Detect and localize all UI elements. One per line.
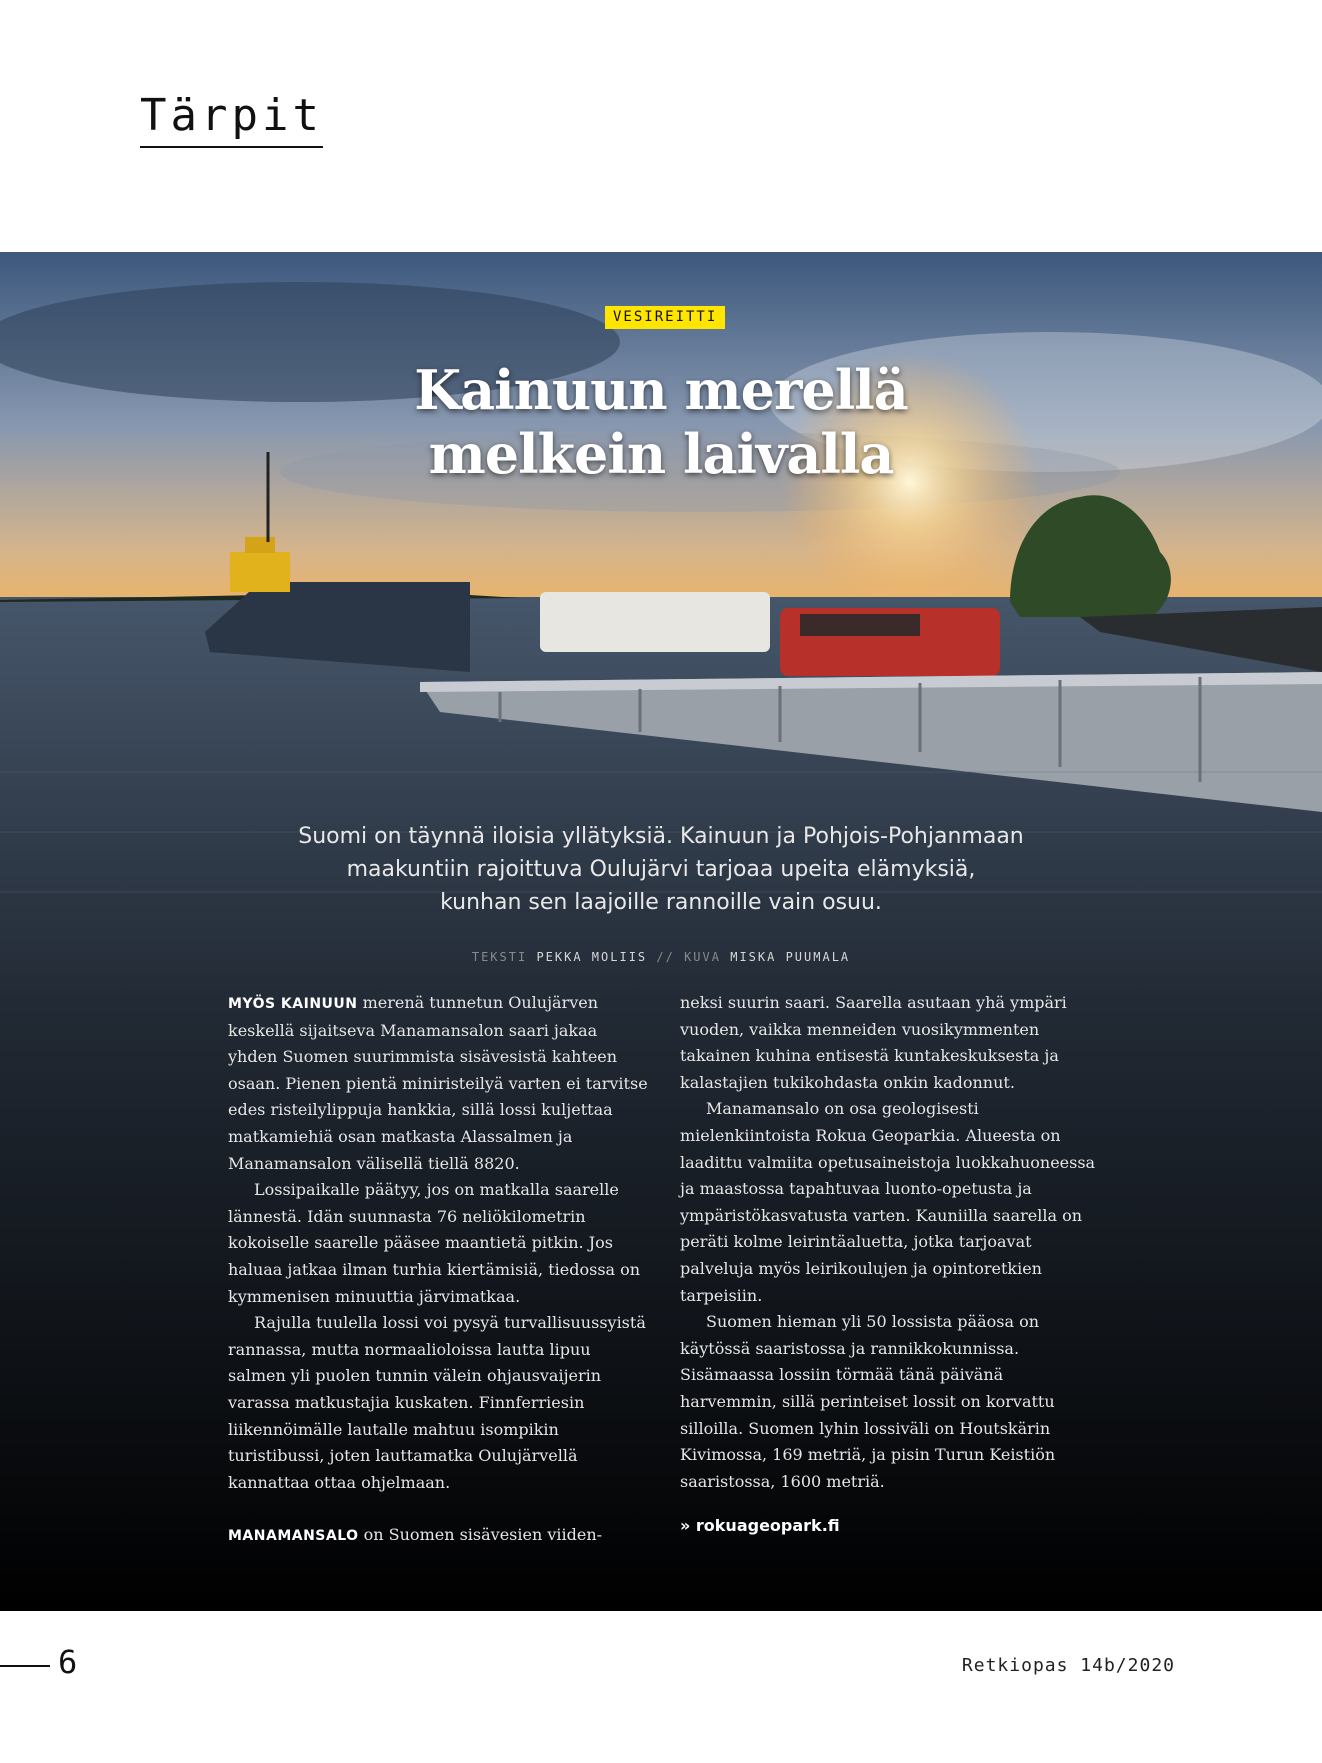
issue-label: Retkiopas 14b/2020 (961, 1655, 1175, 1676)
body-paragraph (228, 1522, 648, 1550)
body-paragraph: Rajulla tuulella lossi voi pysyä turvallisuussyistä rannassa, mutta normaalioloissa lautta lipuu salmen yli puolen tunnin välein ohjausvaijerin varassa matkustajia kuskaten. Finnferriesin liikennöimälle lautalle mahtuu isompikin turistibussi, joten lauttamatka Oulujärvellä kannattaa ottaa ohjelmaan. (228, 1313, 646, 1492)
paragraph-lead-in: MYÖS KAINUUN (228, 996, 358, 1012)
byline (0, 950, 1322, 964)
caravan (540, 592, 770, 652)
body-paragraph: Manamansalo on osa geologisesti mielenkiintoista Rokua Geoparkia. Alueesta on laadittu valmiita opetusaineistoja luokkahuoneessa ja maastossa tapahtuvaa luonto-opetusta ja ympäristökasvatusta varten. Kauniilla saarella on peräti kolme leirintäaluetta, jotka tarjoavat palveluja myös leirikoulujen ja opintoretkien tarpeisiin. (680, 1099, 1096, 1305)
byline-photographer: MISKA PUUMALA (730, 950, 851, 964)
body-column-left (228, 990, 648, 1550)
ferry-cabin (230, 552, 290, 592)
lead-line-3: kunhan sen laajoille rannoille vain osuu. (440, 890, 882, 915)
body-paragraph: Suomen hieman yli 50 lossista pääosa on käytössä saaristossa ja rannikkokunnissa. Sisämaassa lossiin törmää tänä päivänä harvemmin, sillä perinteiset lossit on korvattu silloilla. Suomen lyhin lossiväli on Houtskärin Kivimossa, 169 metriä, ja pisin Turun Keistiön saaristossa, 1600 metriä. (680, 1312, 1056, 1491)
lead-line-2: maakuntiin rajoittuva Oulujärvi tarjoaa upeita elämyksiä, (346, 857, 976, 882)
category-kicker: VESIREITTI (605, 306, 725, 329)
paragraph-text: merenä tunnetun Oulujärven keskellä sijaitseva Manamansalon saari jakaa yhden Suomen suurimmista sisävesistä kahteen osaan. Pienen pientä miniristeilyä varten ei tarvitse edes risteilylippuja hankkia, sillä lossi kuljettaa matkamiehiä osan matkasta Alassalmen ja Manamansalon välisellä tiellä 8820. (228, 993, 648, 1173)
lead-line-1: Suomi on täynnä iloisia yllätyksiä. Kainuun ja Pohjois-Pohjanmaan (298, 824, 1024, 849)
body-column-right (680, 990, 1100, 1540)
body-paragraph: neksi suurin saari. Saarella asutaan yhä ympäri vuoden, vaikka menneiden vuosikymmenten takainen kuhina entisestä kuntakeskuksesta ja kalastajien tukikohdasta onkin kadonnut. (680, 993, 1067, 1092)
body-paragraph: Lossipaikalle päätyy, jos on matkalla saarelle lännestä. Idän suunnasta 76 neliökilometrin kokoiselle saarelle pääsee maantietä pitkin. Jos haluaa jatkaa ilman turhia kiertämisiä, tiedossa on kymmenisen minuuttia järvimatkaa. (228, 1180, 641, 1306)
paragraph-lead-in: MANAMANSALO (228, 1528, 359, 1545)
lead-paragraph (0, 820, 1322, 919)
article-headline (0, 358, 1322, 486)
section-title: Tärpit (140, 92, 323, 148)
footer-rule (0, 1665, 50, 1667)
paragraph-text: on Suomen sisävesien viiden- (363, 1525, 603, 1545)
byline-photo-label: KUVA (684, 950, 721, 964)
website-link[interactable]: » rokuageopark.fi (680, 1516, 840, 1536)
byline-author: PEKKA MOLIIS (536, 950, 648, 964)
page-number: 6 (58, 1643, 78, 1681)
headline-line-2: melkein laivalla (428, 422, 894, 486)
byline-text-label: TEKSTI (471, 950, 528, 964)
byline-separator: // (656, 950, 675, 964)
body-paragraph (228, 990, 648, 1177)
headline-line-1: Kainuun merellä (414, 358, 908, 422)
